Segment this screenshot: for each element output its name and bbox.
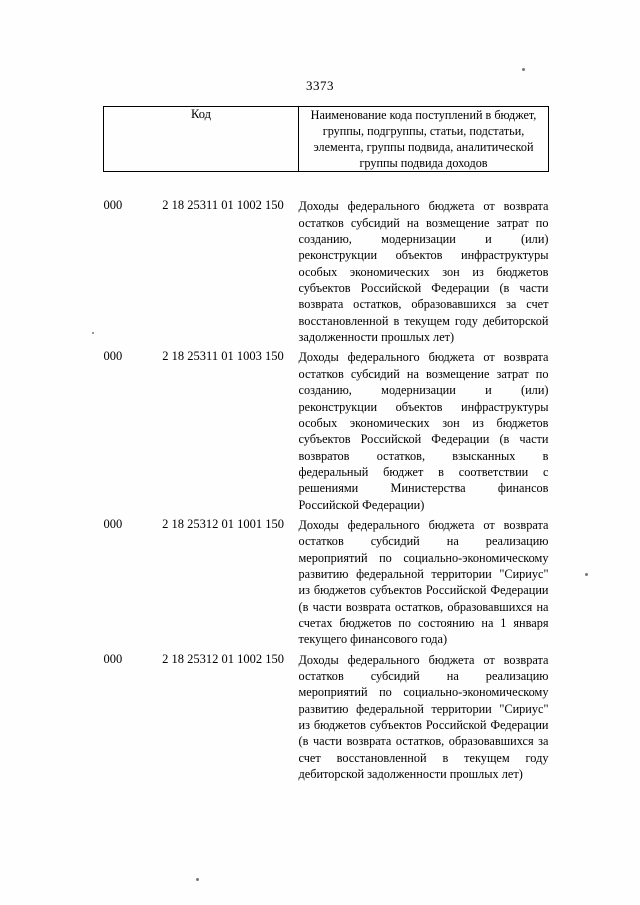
scan-speck	[92, 332, 94, 334]
header-cell-name: Наименование кода поступлений в бюджет, группы, подгруппы, статьи, подстатьи, элемента, группы подвида, аналитической группы подвида доходов	[299, 107, 549, 172]
row-income-name: Доходы федерального бюджета от возврата остатков субсидий на реализацию мероприятий по социально-экономическому развитию федеральной территории "Сириус" из бюджетов субъектов Российской Федерации (в части возврата остатков, образовавшихся за счет восстановленной в текущем году дебиторской задолженности прошлых лет)	[298, 652, 549, 782]
header-spacer	[104, 172, 549, 199]
row-income-name: Доходы федерального бюджета от возврата остатков субсидий на возмещение затрат по созданию, модернизации и (или) реконструкции объектов инфраструктуры особых экономических зон из бюджетов субъектов Российской Федерации (в части возврата остатков, образовавшихся за счет восстановленной в текущем году дебиторской задолженности прошлых лет)	[298, 199, 549, 345]
row-income-name: Доходы федерального бюджета от возврата остатков субсидий на возмещение затрат по созданию, модернизации и (или) реконструкции объектов инфраструктуры особых экономических зон из бюджетов субъектов Российской Федерации (в части возвратов остатков, взысканных в федеральный бюджет в соответствии с решениями Министерства финансов Российской Федерации)	[298, 350, 549, 512]
row-income-code: 2 18 25312 01 1002 150	[162, 651, 284, 666]
table-row	[104, 517, 549, 648]
row-income-code: 2 18 25311 01 1002 150	[162, 198, 284, 213]
budget-income-codes-table	[103, 106, 549, 782]
row-income-code: 2 18 25312 01 1001 150	[162, 516, 284, 531]
row-income-name: Доходы федерального бюджета от возврата остатков субсидий на реализацию мероприятий по социально-экономическому развитию федеральной территории "Сириус" из бюджетов субъектов Российской Федерации (в части возврата остатков, образовавшихся на счетах бюджетов по состоянию на 1 января текущего финансового года)	[298, 517, 549, 647]
row-income-code: 2 18 25311 01 1003 150	[162, 349, 284, 364]
row-admin-code: 000	[103, 198, 123, 213]
table-row	[104, 198, 549, 345]
header-cell-code: Код	[104, 107, 299, 172]
scan-speck	[585, 573, 588, 576]
row-admin-code: 000	[103, 651, 123, 666]
table-row	[104, 652, 549, 783]
document-content	[103, 106, 548, 782]
row-admin-code: 000	[103, 349, 123, 364]
scan-speck	[522, 68, 525, 71]
page-number: 3373	[306, 78, 334, 93]
scan-speck	[196, 878, 199, 881]
table-row	[104, 349, 549, 512]
table-header-row	[104, 107, 549, 172]
row-admin-code: 000	[103, 516, 123, 531]
